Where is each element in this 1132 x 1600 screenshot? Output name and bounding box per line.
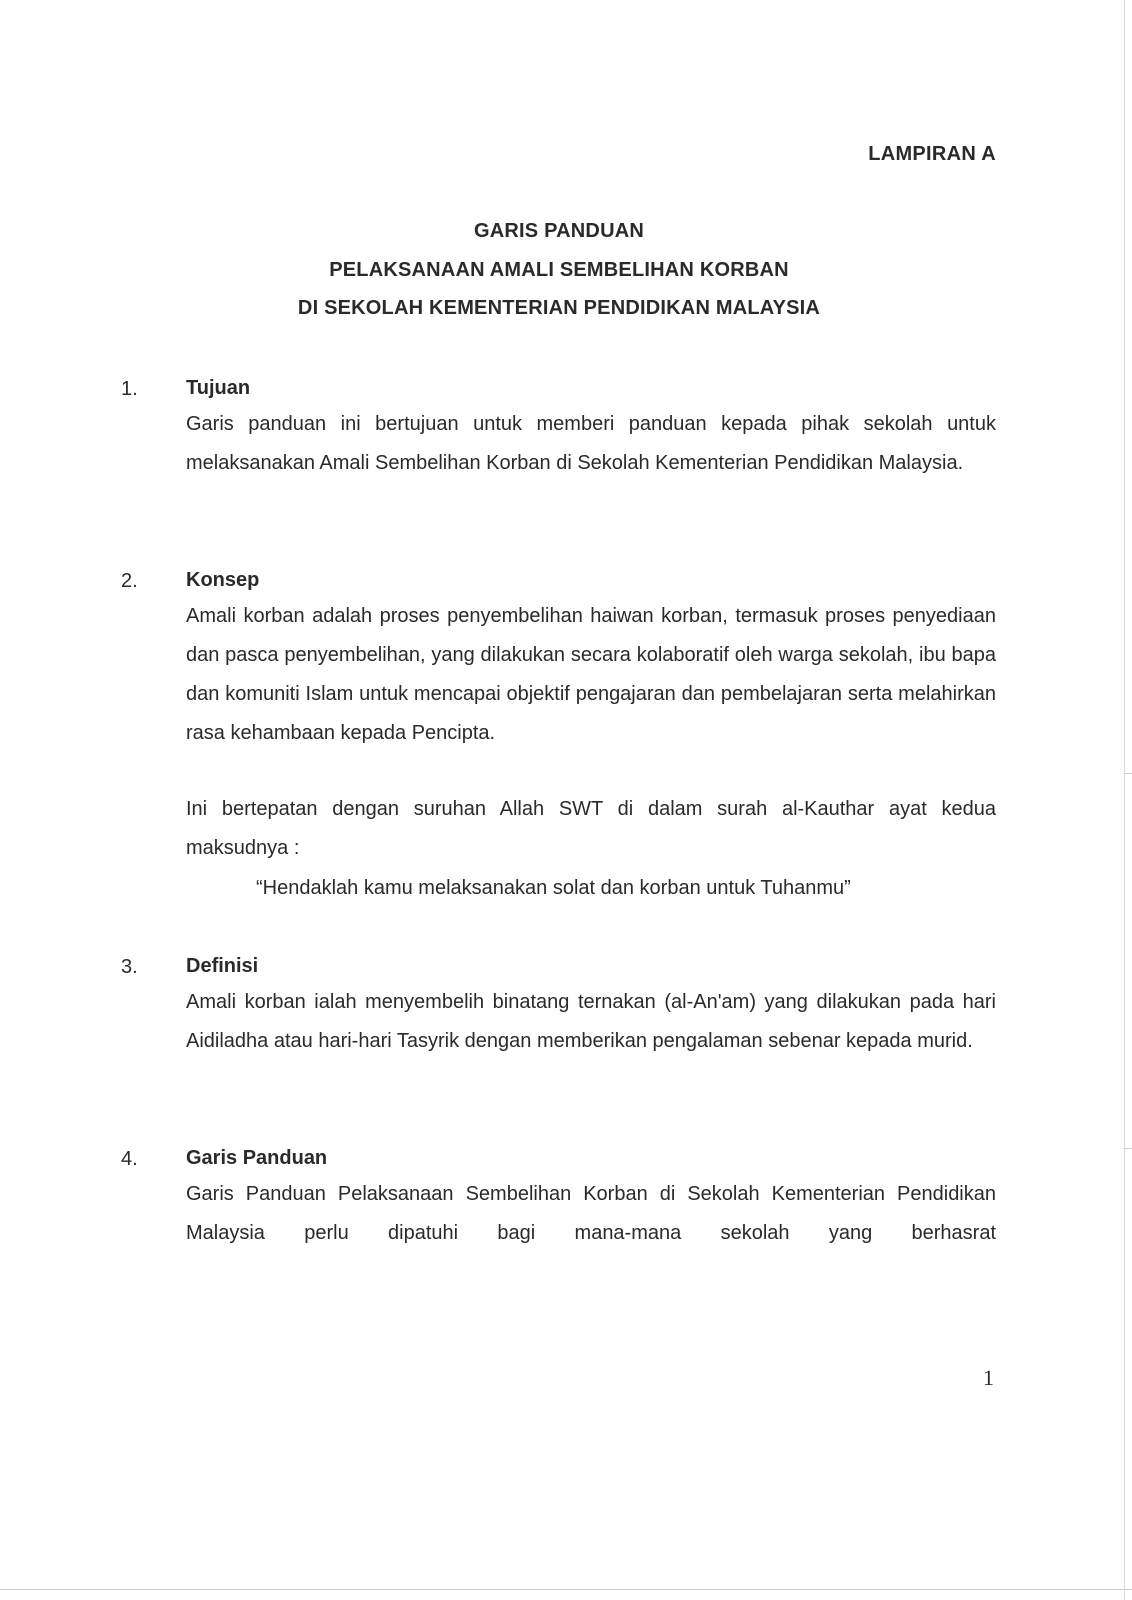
section-number: 1. (121, 378, 138, 400)
quran-quote: “Hendaklah kamu melaksanakan solat dan korban untuk Tuhanmu” (256, 877, 851, 899)
scan-right-edge (1124, 0, 1125, 1600)
document-title-line-1: GARIS PANDUAN (473, 220, 644, 242)
section-heading-konsep: Konsep (186, 569, 260, 591)
document-title-line-3: DI SEKOLAH KEMENTERIAN PENDIDIKAN MALAYSIA (297, 297, 821, 319)
section-number: 2. (121, 570, 138, 592)
scan-edge-mark (1124, 1148, 1132, 1149)
scan-edge-mark (1124, 773, 1132, 774)
section-paragraph: Garis panduan ini bertujuan untuk memberi panduan kepada pihak sekolah untuk melaksanakan Amali Sembelihan Korban di Sekolah Kementerian Pendidikan Malaysia. (186, 413, 996, 474)
section-number: 3. (121, 956, 138, 978)
annex-label: LAMPIRAN A (868, 143, 996, 165)
section-paragraph: Garis Panduan Pelaksanaan Sembelihan Korban di Sekolah Kementerian Pendidikan Malaysia perlu dipatuhi bagi mana-mana sekolah yang berhasrat (186, 1183, 996, 1244)
section-paragraph: Amali korban ialah menyembelih binatang ternakan (al-An'am) yang dilakukan pada hari Aidiladha atau hari-hari Tasyrik dengan memberikan pengalaman sebenar kepada murid. (186, 991, 996, 1052)
document-title-line-2: PELAKSANAAN AMALI SEMBELIHAN KORBAN (329, 259, 789, 281)
section-heading-garis-panduan: Garis Panduan (186, 1147, 328, 1169)
section-paragraph: Amali korban adalah proses penyembelihan haiwan korban, termasuk proses penyediaan dan pasca penyembelihan, yang dilakukan secara kolaboratif oleh warga sekolah, ibu bapa dan komuniti Islam untuk mencapai objektif pengajaran dan pembelajaran serta melahirkan rasa kehambaan kepada Pencipta. (186, 605, 996, 744)
scan-bottom-edge (0, 1589, 1132, 1590)
section-paragraph: Ini bertepatan dengan suruhan Allah SWT di dalam surah al-Kauthar ayat kedua maksudnya : (186, 798, 996, 859)
section-heading-tujuan: Tujuan (186, 377, 251, 399)
section-number: 4. (121, 1148, 138, 1170)
section-heading-definisi: Definisi (186, 955, 259, 977)
page-number: 1 (983, 1365, 994, 1390)
